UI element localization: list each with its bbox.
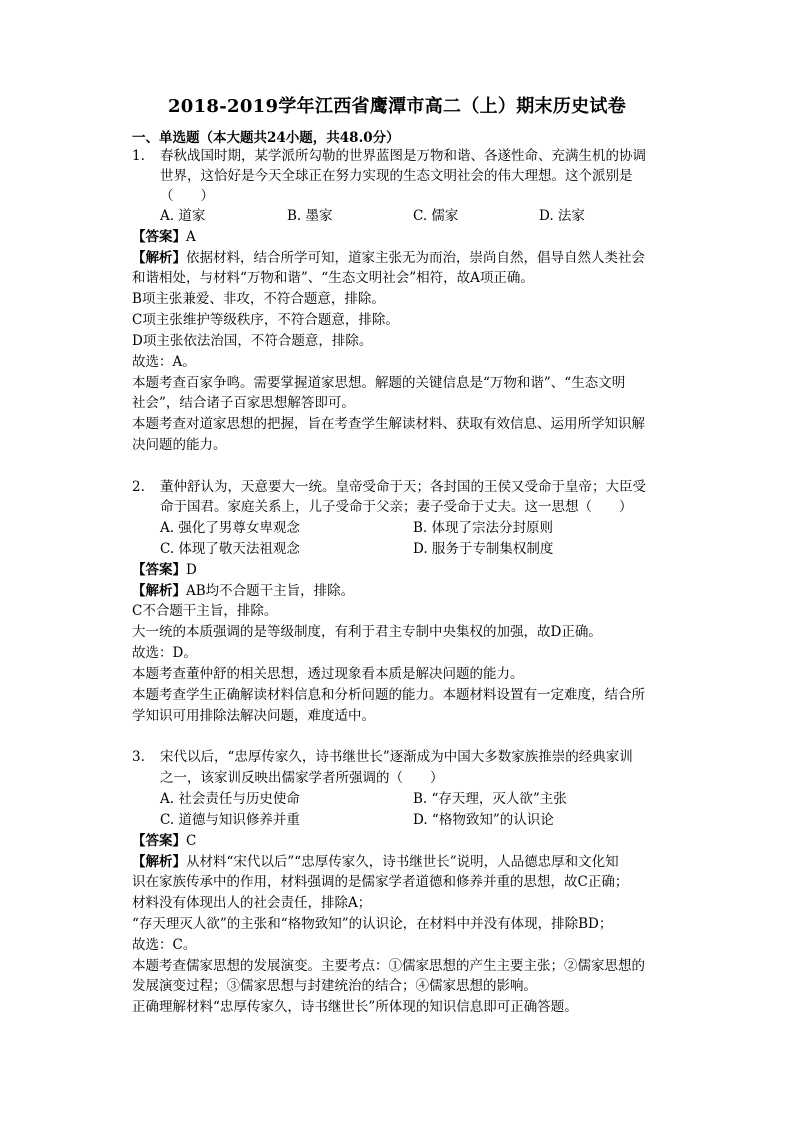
question-number: 3. (132, 749, 145, 765)
option-d: D. 服务于专制集权制度 (413, 541, 554, 557)
question-stem-line: 世界，这恰好是今天全球正在努力实现的生态文明社会的伟大理想。这个派别是 (160, 168, 633, 184)
question-stem-line: 命于国君。家庭关系上，儿子受命于父亲；妻子受命于丈夫。这一思想（ ） (160, 499, 633, 515)
analysis-text: 依据材料，结合所学可知，道家主张无为而治，崇尚自然，倡导自然人类社会 (186, 250, 645, 266)
option-b: B. 墨家 (287, 208, 333, 224)
section-heading: 一、单选题（本大题共24小题，共48.0分） (132, 130, 400, 146)
question-stem-line: 春秋战国时期，某学派所勾勒的世界蓝图是万物和谐、各遂性命、充满生机的协调 (160, 148, 646, 164)
answer-tag: 【答案】 (132, 833, 186, 849)
analysis-tag: 【解析】 (132, 250, 186, 266)
answer-line (132, 560, 197, 580)
analysis-line: 故选：C。 (132, 937, 197, 953)
analysis-line: C不合题干主旨，排除。 (132, 603, 278, 619)
analysis-text: AB均不合题干主旨，排除。 (186, 583, 355, 599)
answer-value: D (186, 562, 197, 578)
option-a: A. 强化了男尊女卑观念 (160, 520, 300, 536)
answer-value: C (186, 833, 197, 849)
question-stem-line: 之一，该家训反映出儒家学者所强调的（ ） (160, 770, 444, 786)
analysis-line: 本题考查董仲舒的相关思想，透过现象看本质是解决问题的能力。 (132, 666, 524, 682)
analysis-line: 正确理解材料“忠厚传家久，诗书继世长”所体现的知识信息即可正确答题。 (132, 999, 578, 1015)
answer-line (132, 831, 196, 851)
analysis-line: “存天理灭人欲”的主张和“格物致知”的认识论，在材料中并没有体现，排除BD； (132, 916, 613, 932)
option-c: C. 儒家 (413, 208, 459, 224)
analysis-line: D项主张依法治国，不符合题意，排除。 (132, 333, 373, 349)
analysis-line (132, 248, 645, 268)
question-stem-line: 宋代以后，“忠厚传家久，诗书继世长”逐渐成为中国大多数家族推崇的经典家训 (160, 749, 633, 765)
analysis-line: C项主张维护等级秩序，不符合题意，排除。 (132, 312, 399, 328)
answer-value: A (186, 229, 196, 245)
option-b: B. 体现了宗法分封原则 (413, 520, 554, 536)
question-stem-line: （ ） (160, 188, 214, 204)
analysis-line: 社会”，结合诸子百家思想解答即可。 (132, 395, 355, 411)
answer-line (132, 227, 196, 247)
analysis-line: 发展演变过程；③儒家思想与封建统治的结合；④儒家思想的影响。 (132, 978, 537, 994)
analysis-line: 故选：D。 (132, 645, 197, 661)
option-c: C. 道德与知识修养并重 (160, 812, 300, 828)
option-d: D. “格物致知”的认识论 (413, 812, 554, 828)
analysis-text: 从材料“宋代以后”“忠厚传家久，诗书继世长”说明，人品德忠厚和文化知 (186, 854, 619, 870)
analysis-line: B项主张兼爱、非攻，不符合题意，排除。 (132, 291, 385, 307)
analysis-line: 本题考查学生正确解读材料信息和分析问题的能力。本题材料设置有一定难度，结合所 (132, 687, 645, 703)
analysis-line: 本题考查对道家思想的把握，旨在考查学生解读材料、获取有效信息、运用所学知识解 (132, 416, 645, 432)
analysis-line: 本题考查百家争鸣。需要掌握道家思想。解题的关键信息是“万物和谐”、“生态文明 (132, 375, 626, 391)
question-stem-line: 董仲舒认为，天意要大一统。皇帝受命于天；各封国的王侯又受命于皇帝；大臣受 (160, 479, 646, 495)
option-b: B. “存天理，灭人欲”主张 (413, 791, 567, 807)
analysis-line (132, 581, 354, 601)
analysis-line: 识在家族传承中的作用，材料强调的是儒家学者道德和修养并重的思想，故C正确； (132, 874, 629, 890)
answer-tag: 【答案】 (132, 229, 186, 245)
question-number: 2. (132, 479, 145, 495)
analysis-line: 和谐相处，与材料“万物和谐”、“生态文明社会”相符，故A项正确。 (132, 270, 534, 286)
analysis-line: 大一统的本质强调的是等级制度，有利于君主专制中央集权的加强，故D正确。 (132, 624, 602, 640)
exam-title: 2018-2019学年江西省鹰潭市高二（上）期末历史试卷 (167, 96, 627, 117)
option-d: D. 法家 (539, 208, 585, 224)
analysis-line: 学知识可用排除法解决问题，难度适中。 (132, 708, 375, 724)
analysis-tag: 【解析】 (132, 854, 186, 870)
option-a: A. 社会责任与历史使命 (160, 791, 300, 807)
analysis-line: 本题考查儒家思想的发展演变。主要考点：①儒家思想的产生主要主张；②儒家思想的 (132, 958, 645, 974)
option-c: C. 体现了敬天法祖观念 (160, 541, 300, 557)
analysis-line: 决问题的能力。 (132, 437, 227, 453)
question-number: 1. (132, 148, 145, 164)
analysis-line: 材料没有体现出人的社会责任，排除A； (132, 895, 372, 911)
option-a: A. 道家 (160, 208, 206, 224)
answer-tag: 【答案】 (132, 562, 186, 578)
analysis-line: 故选：A。 (132, 354, 196, 370)
analysis-line (132, 852, 619, 872)
analysis-tag: 【解析】 (132, 583, 186, 599)
